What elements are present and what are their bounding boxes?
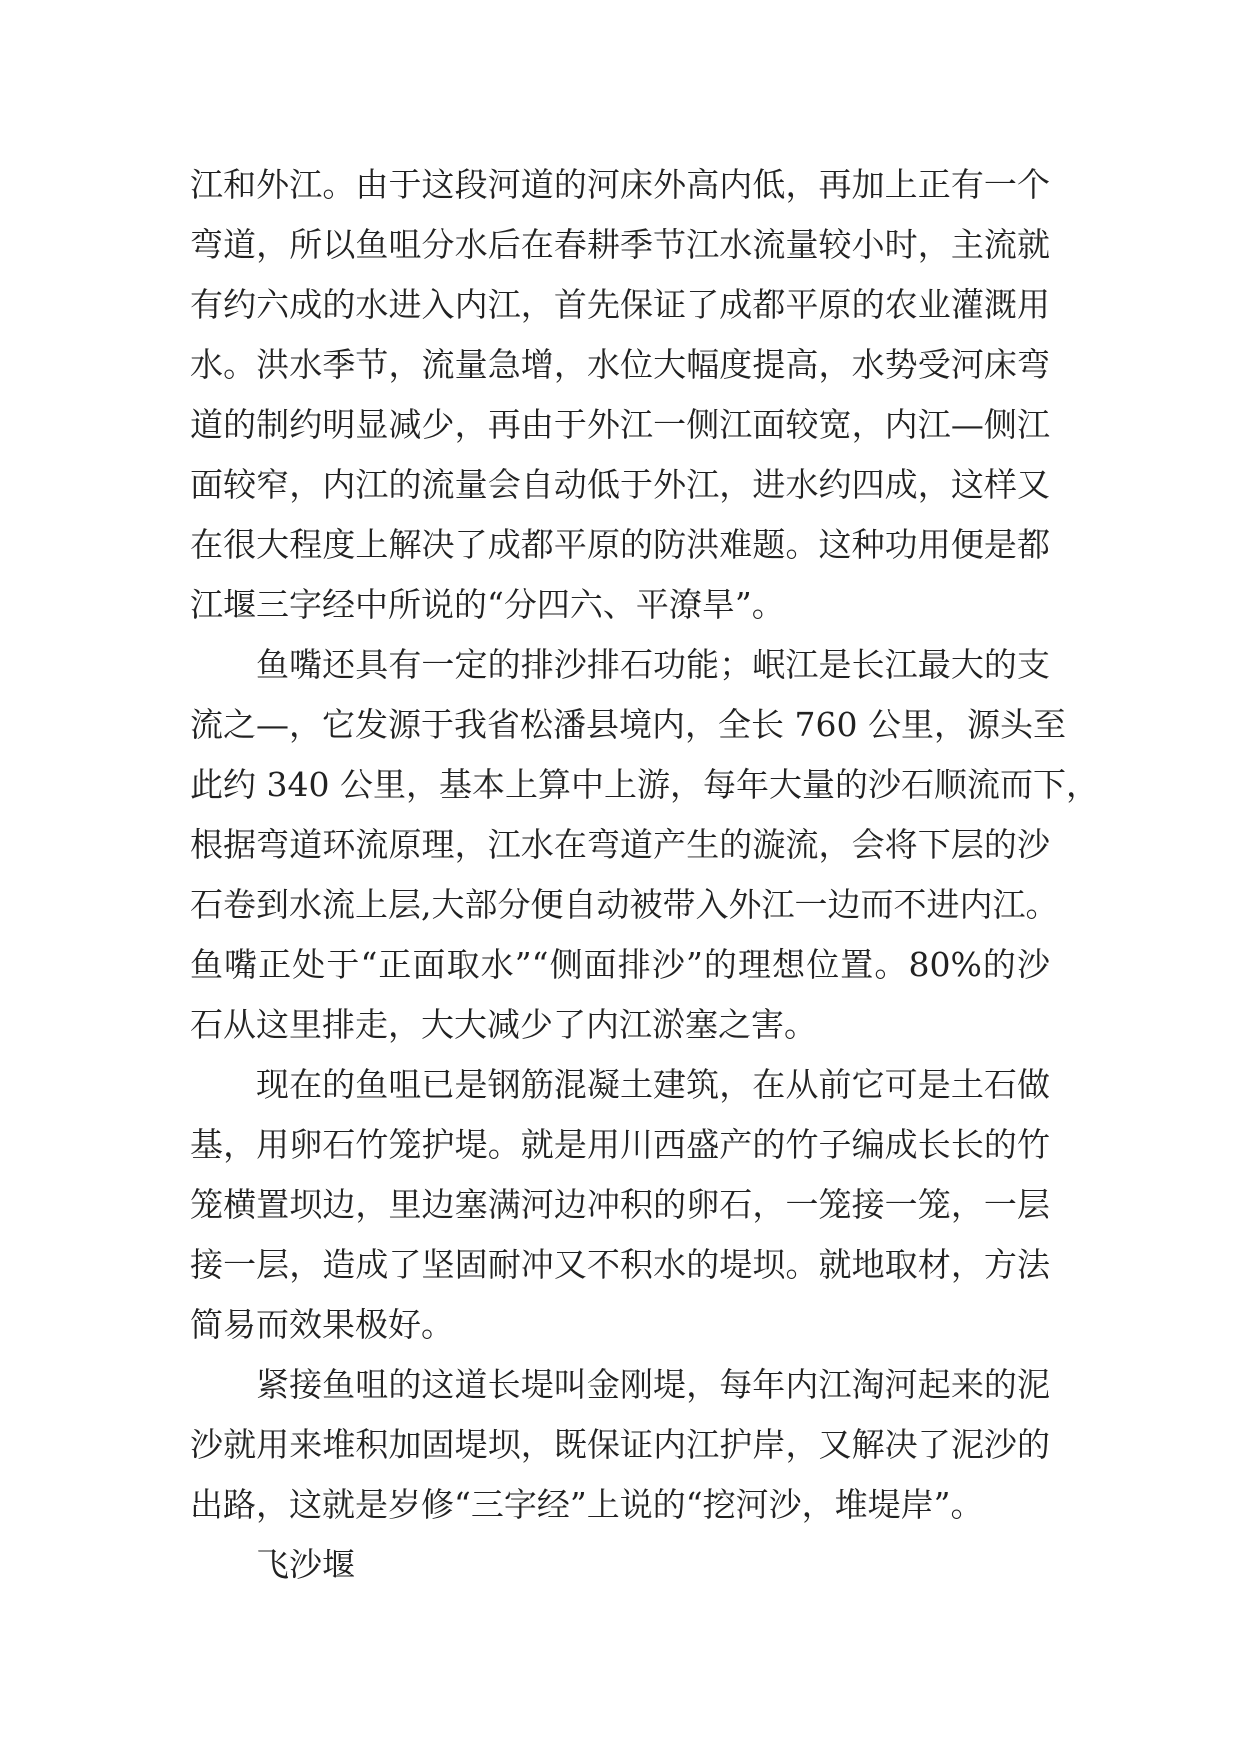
text-line: 有约六成的水进入内江，首先保证了成都平原的农业灌溉用: [190, 285, 1050, 324]
text-line: 江和外江。由于这段河道的河床外高内低，再加上正有一个: [190, 165, 1050, 204]
text-line: 水。洪水季节，流量急增，水位大幅度提高，水势受河床弯: [190, 345, 1050, 384]
text-line: 石卷到水流上层,大部分便自动被带入外江一边而不进内江。: [190, 885, 1059, 924]
text-line: 弯道，所以鱼咀分水后在春耕季节江水流量较小时，主流就: [190, 225, 1050, 264]
text-line: 沙就用来堆积加固堤坝，既保证内江护岸，又解决了泥沙的: [190, 1425, 1050, 1464]
section-heading: 飞沙堰: [256, 1545, 355, 1584]
paragraph-first-line: 紧接鱼咀的这道长堤叫金刚堤，每年内江淘河起来的泥: [256, 1365, 1050, 1404]
text-line: 根据弯道环流原理，江水在弯道产生的漩流，会将下层的沙: [190, 825, 1050, 864]
text-line: 道的制约明显减少，再由于外江一侧江面较宽，内江—侧江: [190, 405, 1050, 444]
document-body: [190, 155, 1099, 1595]
text-line: 流之—，它发源于我省松潘县境内，全长 760 公里，源头至: [190, 705, 1066, 744]
text-line: 出路，这就是岁修“三字经”上说的“挖河沙，堆堤岸”。: [190, 1485, 984, 1524]
paragraph-first-line: 现在的鱼咀已是钢筋混凝土建筑，在从前它可是土石做: [256, 1065, 1050, 1104]
text-line: 笼横置坝边，里边塞满河边冲积的卵石，一笼接一笼，一层: [190, 1185, 1050, 1224]
text-line: 基，用卵石竹笼护堤。就是用川西盛产的竹子编成长长的竹: [190, 1125, 1050, 1164]
text-line: 江堰三字经中所说的“分四六、平潦旱”。: [190, 585, 785, 624]
paragraph-first-line: 鱼嘴还具有一定的排沙排石功能；岷江是长江最大的支: [256, 645, 1050, 684]
text-line: 简易而效果极好。: [190, 1305, 454, 1344]
text-line: 在很大程度上解决了成都平原的防洪难题。这种功用便是都: [190, 525, 1050, 564]
text-line: 面较窄，内江的流量会自动低于外江，进水约四成，这样又: [190, 465, 1050, 504]
text-line: 石从这里排走，大大减少了内江淤塞之害。: [190, 1005, 817, 1044]
text-line: 此约 340 公里，基本上算中上游，每年大量的沙石顺流而下，: [190, 765, 1099, 804]
text-line: 鱼嘴正处于“正面取水”“侧面排沙”的理想位置。80%的沙: [190, 945, 1050, 984]
text-line: 接一层，造成了坚固耐冲又不积水的堤坝。就地取材，方法: [190, 1245, 1050, 1284]
